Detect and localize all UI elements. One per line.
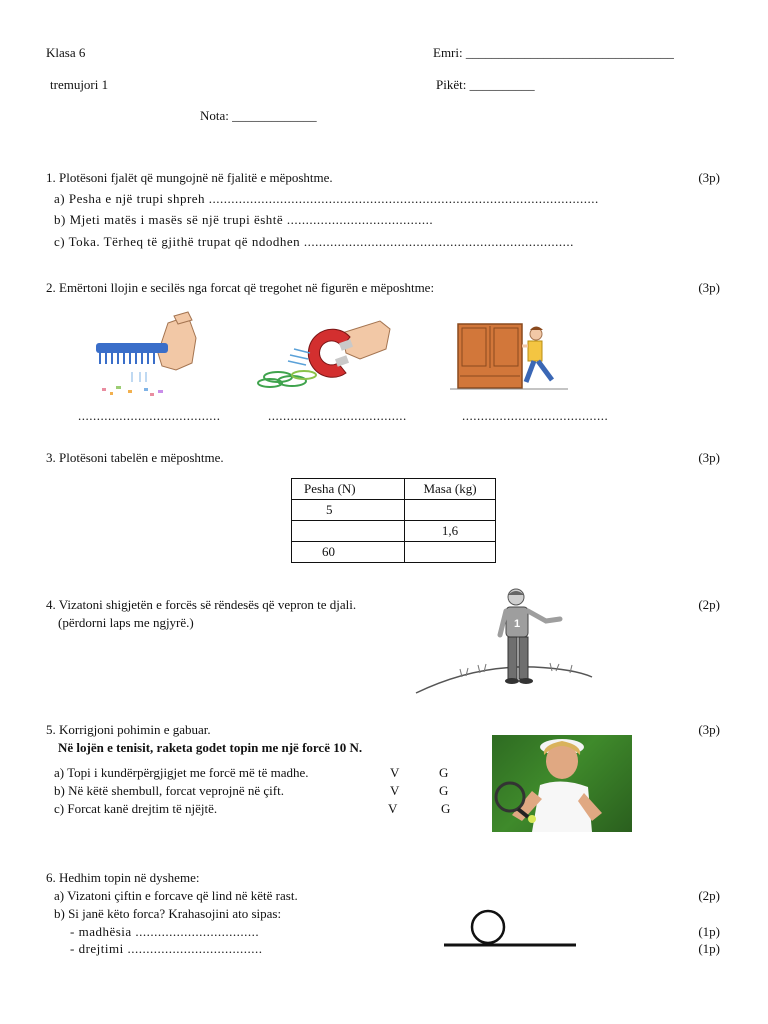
q2-blank-1[interactable]: ......................................: [78, 408, 221, 423]
comb-paper-illustration: [88, 308, 218, 398]
q1-title: 1. Plotësoni fjalët që mungojnë në fjalitë e mëposhtme.: [46, 170, 333, 185]
q6-direction[interactable]: - drejtimi ....................................: [70, 941, 263, 956]
q2-title: 2. Emërtoni llojin e secilës nga forcat që tregohet në figurën e mëposhtme:: [46, 280, 435, 295]
hill-shape: [416, 667, 592, 693]
paper-bits-icon: [102, 372, 163, 396]
q2-blank-3[interactable]: .......................................: [462, 408, 609, 423]
pushing-wardrobe-illustration: [450, 320, 570, 392]
points-label: Pikët:: [436, 77, 467, 92]
table-row: [292, 542, 496, 563]
magnet-paperclips-illustration: [250, 315, 400, 395]
q4-title: 4. Vizatoni shigjetën e forcës së rëndesës që vepron te djali.: [46, 597, 357, 612]
q6-title: 6. Hedhim topin në dysheme:: [46, 870, 200, 885]
ball-icon: [472, 911, 504, 943]
q6-direction-points: (1p): [698, 941, 720, 956]
q5-statement: Në lojën e tenisit, raketa godet topin me një forcë 10 N.: [58, 740, 363, 755]
q1-points: (3p): [698, 170, 720, 185]
table-cell[interactable]: [292, 521, 405, 542]
table-cell[interactable]: 60: [292, 542, 405, 563]
q6-magnitude-points: (1p): [698, 924, 720, 939]
table-header-row: [292, 479, 496, 500]
q5-item-c-true[interactable]: V: [388, 801, 398, 816]
q3-title: 3. Plotësoni tabelën e mëposhtme.: [46, 450, 224, 465]
q1-item-a[interactable]: a) Pesha e një trupi shpreh ........................................................................................................: [54, 191, 599, 206]
boy-on-hill-illustration: [414, 585, 594, 697]
q1-item-b[interactable]: b) Mjeti matës i masës së një trupi është .......................................: [54, 212, 434, 227]
col-header-weight: Pesha (N): [292, 479, 405, 500]
weight-mass-table: [291, 478, 496, 563]
table-row: [292, 500, 496, 521]
q6-item-b: b) Si janë këto forca? Krahasojini ato sipas:: [54, 906, 282, 921]
child-icon: [522, 327, 552, 383]
grade-label: Nota:: [200, 108, 229, 123]
class-label: Klasa 6: [46, 45, 86, 60]
tennis-player-icon: [492, 735, 632, 832]
points-field[interactable]: [436, 77, 535, 93]
name-blank: ________________________________: [465, 45, 674, 60]
table-row: [292, 521, 496, 542]
q5-item-a: a) Topi i kundërpërgjigjet me forcë më të madhe.: [54, 765, 309, 780]
q5-item-a-true[interactable]: V: [390, 765, 400, 780]
q6-magnitude[interactable]: - madhësia .................................: [70, 924, 260, 939]
q3-points: (3p): [698, 450, 720, 465]
wardrobe-icon: [458, 324, 522, 388]
q5-item-a-false[interactable]: G: [439, 765, 449, 780]
comb-icon: [96, 343, 168, 364]
table-cell[interactable]: 5: [292, 500, 405, 521]
boy-icon: [500, 589, 560, 684]
q5-title: 5. Korrigjoni pohimin e gabuar.: [46, 722, 211, 737]
q6-item-a: a) Vizatoni çiftin e forcave që lind në këtë rast.: [54, 888, 298, 903]
q2-points: (3p): [698, 280, 720, 295]
q2-blank-2[interactable]: .....................................: [268, 408, 407, 423]
term-label: tremujori 1: [50, 77, 109, 92]
q5-item-c: c) Forcat kanë drejtim të njëjtë.: [54, 801, 218, 816]
ball-on-floor-illustration: [440, 905, 580, 951]
col-header-mass: Masa (kg): [405, 479, 496, 500]
table-cell[interactable]: [405, 542, 496, 563]
paperclips-icon: [258, 371, 316, 387]
q5-item-c-false[interactable]: G: [441, 801, 451, 816]
grade-field[interactable]: [200, 108, 317, 124]
hand-icon: [158, 312, 196, 370]
q1-item-c[interactable]: c) Toka. Tërheq të gjithë trupat që ndodhen ........................................................................: [54, 234, 574, 249]
q6-item-a-points: (2p): [698, 888, 720, 903]
table-cell[interactable]: 1,6: [405, 521, 496, 542]
name-label: Emri:: [433, 45, 463, 60]
grade-blank: _____________: [232, 108, 317, 123]
table-cell[interactable]: [405, 500, 496, 521]
q5-item-b-true[interactable]: V: [390, 783, 400, 798]
shirt-number: 1: [513, 618, 521, 630]
q5-points: (3p): [698, 722, 720, 737]
q4-points: (2p): [698, 597, 720, 612]
name-field[interactable]: [433, 45, 674, 61]
q5-item-b-false[interactable]: G: [439, 783, 449, 798]
points-blank: __________: [469, 77, 535, 92]
q4-subtitle: (përdorni laps me ngjyrë.): [58, 615, 194, 630]
tennis-player-photo: [492, 735, 632, 832]
q5-item-b: b) Në këtë shembull, forcat veprojnë në çift.: [54, 783, 284, 798]
